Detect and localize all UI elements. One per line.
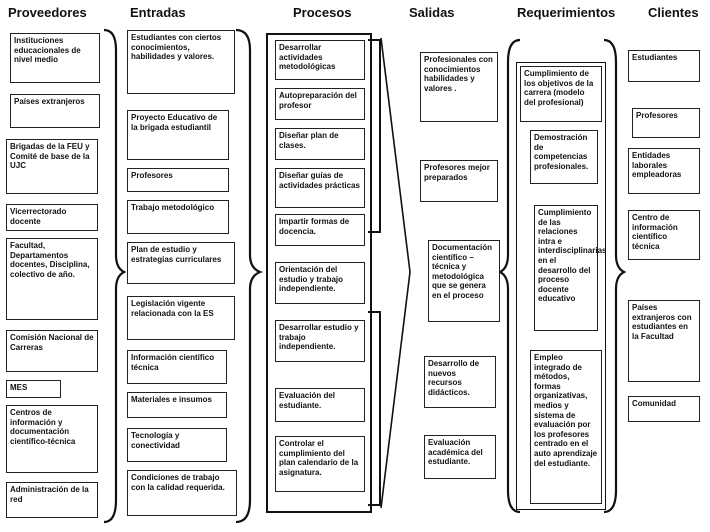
header-procesos: Procesos bbox=[293, 5, 352, 20]
cliente-box: Centro de información científico técnica bbox=[628, 210, 700, 260]
header-requerimientos: Requerimientos bbox=[517, 5, 616, 20]
requerimiento-box: Empleo integrado de métodos, formas organizativas, medios y sistema de evaluación por los profesores centrado en el auto aprendizaje del estudiante. bbox=[530, 350, 602, 504]
entrada-box: Profesores bbox=[127, 168, 229, 192]
requerimiento-box: Demostración de competencias profesionales. bbox=[530, 130, 598, 184]
salida-box: Desarrollo de nuevos recursos didácticos. bbox=[424, 356, 496, 408]
proveedores-brace bbox=[104, 30, 124, 522]
proceso-box: Diseñar guías de actividades prácticas bbox=[275, 168, 365, 208]
salida-box: Evaluación académica del estudiante. bbox=[424, 435, 496, 479]
entradas-brace bbox=[236, 30, 260, 522]
requerimiento-box: Cumplimiento de los objetivos de la carrera (modelo del profesional) bbox=[520, 66, 602, 122]
proceso-box: Autopreparación del profesor bbox=[275, 88, 365, 120]
cliente-box: Estudiantes bbox=[628, 50, 700, 82]
proceso-box: Diseñar plan de clases. bbox=[275, 128, 365, 160]
entrada-box: Información científico técnica bbox=[127, 350, 227, 384]
proveedor-box: Facultad, Departamentos docentes, Disciplina, colectivo de año. bbox=[6, 238, 98, 320]
salida-box: Profesores mejor preparados bbox=[420, 160, 498, 202]
header-proveedores: Proveedores bbox=[8, 5, 87, 20]
proceso-box: Desarrollar estudio y trabajo independiente. bbox=[275, 320, 365, 362]
proveedor-box: Brigadas de la FEU y Comité de base de la UJC bbox=[6, 139, 98, 194]
entrada-box: Legislación vigente relacionada con la ES bbox=[127, 296, 235, 340]
entrada-box: Trabajo metodológico bbox=[127, 200, 229, 234]
cliente-box: Entidades laborales empleadoras bbox=[628, 148, 700, 194]
requerimientos-brace-right bbox=[604, 40, 624, 512]
entrada-box: Estudiantes con ciertos conocimientos, habilidades y valores. bbox=[127, 30, 235, 94]
proceso-box: Evaluación del estudiante. bbox=[275, 388, 365, 422]
salida-box: Profesionales con conocimientos habilidades y valores . bbox=[420, 52, 498, 122]
proceso-box: Desarrollar actividades metodológicas bbox=[275, 40, 365, 80]
proveedor-box: Instituciones educacionales de nivel medio bbox=[10, 33, 100, 83]
proveedor-box: Centros de información y documentación científico-técnica bbox=[6, 405, 98, 473]
header-entradas: Entradas bbox=[130, 5, 186, 20]
entrada-box: Plan de estudio y estrategias curriculares bbox=[127, 242, 235, 284]
proceso-box: Controlar el cumplimiento del plan calendario de la asignatura. bbox=[275, 436, 365, 492]
salida-box: Documentación científico – técnica y metodológica que se genera en el proceso bbox=[428, 240, 500, 322]
entrada-box: Tecnología y conectividad bbox=[127, 428, 227, 462]
header-clientes: Clientes bbox=[648, 5, 699, 20]
entrada-box: Materiales e insumos bbox=[127, 392, 227, 418]
proveedor-box: Administración de la red bbox=[6, 482, 98, 518]
header-salidas: Salidas bbox=[409, 5, 455, 20]
proveedor-box: MES bbox=[6, 380, 61, 398]
proveedor-box: Vicerrectorado docente bbox=[6, 204, 98, 231]
entrada-box: Condiciones de trabajo con la calidad requerida. bbox=[127, 470, 237, 516]
cliente-box: Profesores bbox=[632, 108, 700, 138]
cliente-box: Comunidad bbox=[628, 396, 700, 422]
proceso-box: Orientación del estudio y trabajo independiente. bbox=[275, 262, 365, 304]
requerimiento-box: Cumplimiento de las relaciones intra e interdisciplinarias en el desarrollo del proceso docente educativo bbox=[534, 205, 598, 331]
proveedor-box: Países extranjeros bbox=[10, 94, 100, 128]
entrada-box: Proyecto Educativo de la brigada estudiantil bbox=[127, 110, 229, 160]
procesos-arrow bbox=[381, 38, 410, 508]
proceso-box: Impartir formas de docencia. bbox=[275, 214, 365, 246]
cliente-box: Países extranjeros con estudiantes en la Facultad bbox=[628, 300, 700, 382]
proveedor-box: Comisión Nacional de Carreras bbox=[6, 330, 98, 372]
